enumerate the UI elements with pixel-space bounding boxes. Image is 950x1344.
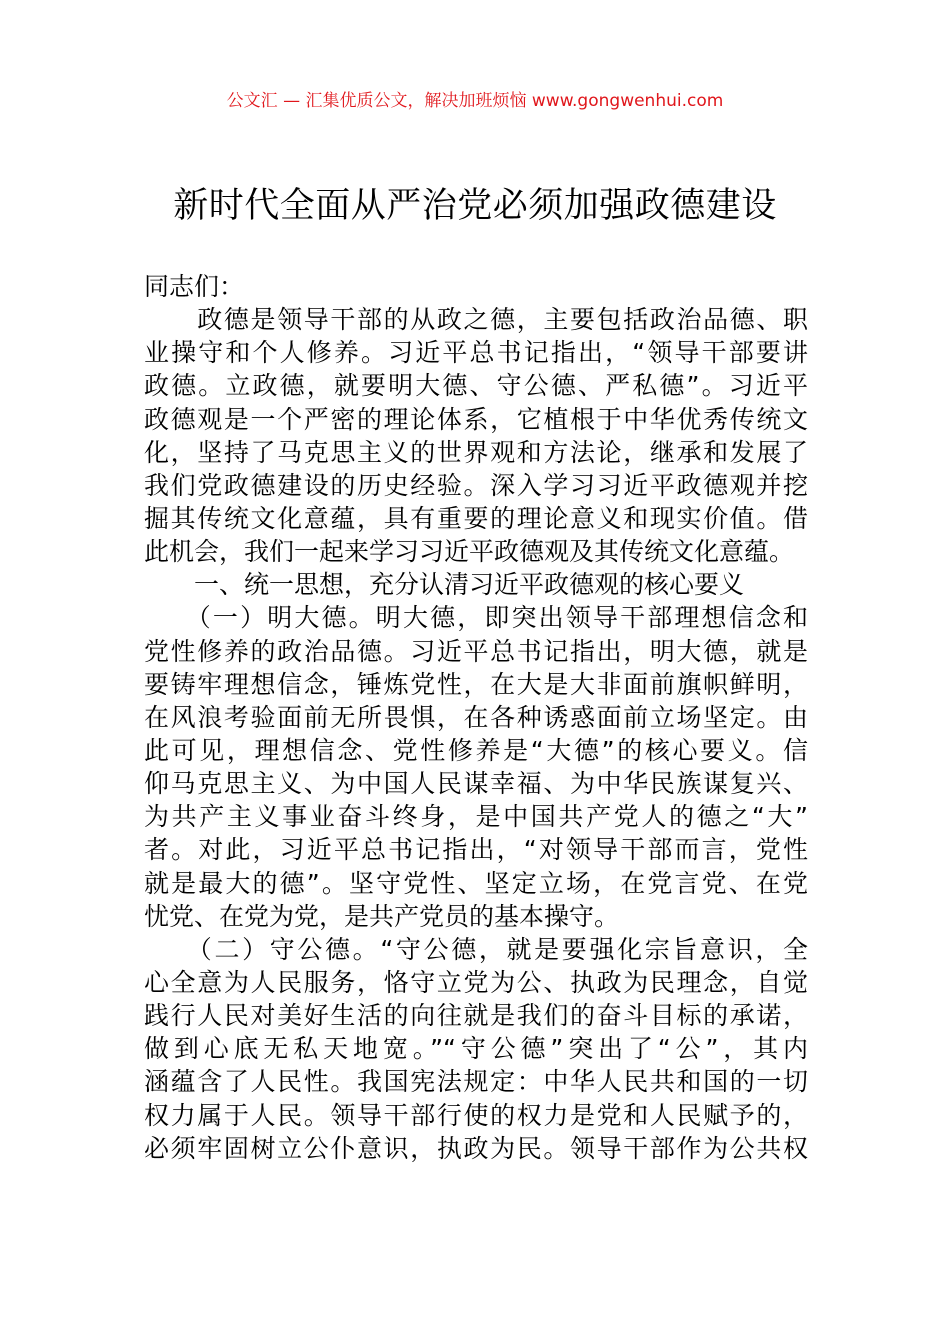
body-line: 化，坚持了马克思主义的世界观和方法论，继承和发展了 [144,437,808,467]
body-line: 此可见，理想信念、党性修养是“大德”的核心要义。信 [144,735,808,765]
body-line: 业操守和个人修养。习近平总书记指出，“领导干部要讲 [144,338,808,368]
body-line: 就是最大的德”。坚守党性、坚定立场，在党言党、在党 [144,868,808,898]
body-line: 忧党、在党为党，是共产党员的基本操守。 [144,901,620,931]
document-body [144,270,808,1165]
body-line: 必须牢固树立公仆意识，执政为民。领导干部作为公共权 [144,1133,808,1163]
body-line: 掘其传统文化意蕴，具有重要的理论意义和现实价值。借 [144,503,808,533]
body-line: （二）守公德。“守公德，就是要强化宗旨意识，全 [144,934,808,964]
body-line: 仰马克思主义、为中国人民谋幸福、为中华民族谋复兴、 [144,769,808,799]
body-line: 做到心底无私天地宽。”“守公德”突出了“公”，其内 [144,1034,808,1064]
body-line: 我们党政德建设的历史经验。深入学习习近平政德观并挖 [144,470,808,500]
body-line: （一）明大德。明大德，即突出领导干部理想信念和 [144,603,808,633]
body-line: 政德。立政德，就要明大德、守公德、严私德”。习近平 [144,371,808,401]
site-banner: 公文汇 — 汇集优质公文，解决加班烦恼 www.gongwenhui.com [226,91,724,111]
page-title: 新时代全面从严治党必须加强政德建设 [173,186,777,226]
body-line: 践行人民对美好生活的向往就是我们的奋斗目标的承诺， [144,1001,808,1031]
body-line: 政德是领导干部的从政之德，主要包括政治品德、职 [144,305,808,335]
body-line: 在风浪考验面前无所畏惧，在各种诱惑面前立场坚定。由 [144,702,808,732]
body-line: 同志们： [144,272,245,301]
body-line: 政德观是一个严密的理论体系，它植根于中华优秀传统文 [144,404,808,434]
body-line: 权力属于人民。领导干部行使的权力是党和人民赋予的， [144,1100,808,1130]
body-line: 为共产主义事业奋斗终身，是中国共产党人的德之“大” [144,802,808,832]
body-line: 此机会，我们一起来学习习近平政德观及其传统文化意蕴。 [144,537,795,567]
body-line: 一、统一思想，充分认清习近平政德观的核心要义 [144,570,745,600]
body-line: 党性修养的政治品德。习近平总书记指出，明大德，就是 [144,636,808,666]
body-line: 者。对此，习近平总书记指出，“对领导干部而言，党性 [144,835,808,865]
body-line: 要铸牢理想信念，锤炼党性，在大是大非面前旗帜鲜明， [144,669,808,699]
body-line: 涵蕴含了人民性。我国宪法规定：中华人民共和国的一切 [144,1067,808,1097]
body-line: 心全意为人民服务，恪守立党为公、执政为民理念，自觉 [144,967,808,997]
